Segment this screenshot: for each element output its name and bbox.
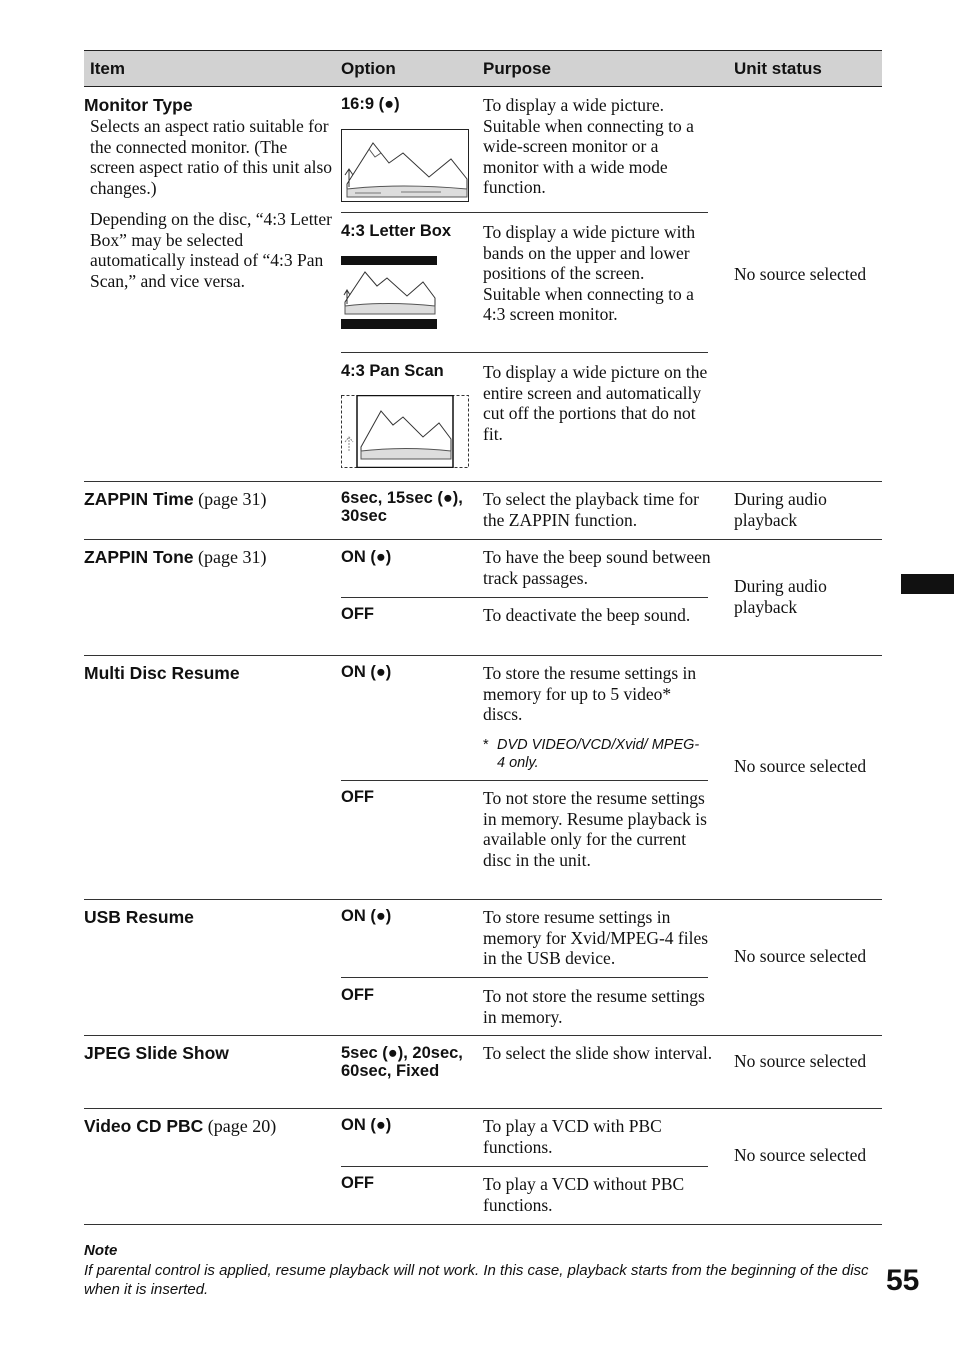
video-cd-off: OFF bbox=[341, 1174, 374, 1192]
jpeg-slide-item: JPEG Slide Show bbox=[84, 1043, 229, 1063]
multi-disc-item: Multi Disc Resume bbox=[84, 663, 240, 683]
row-divider bbox=[341, 1166, 708, 1167]
section-tab-marker bbox=[901, 574, 954, 594]
monitor-type-item: Monitor Type bbox=[84, 95, 193, 115]
option-letter-box: 4:3 Letter Box bbox=[341, 222, 452, 240]
zappin-tone-off: OFF bbox=[341, 605, 374, 623]
usb-resume-status: No source selected bbox=[734, 946, 867, 966]
row-divider bbox=[341, 597, 708, 598]
zappin-time-options: 6sec, 15sec (●), 30sec bbox=[341, 489, 463, 525]
table-header bbox=[84, 50, 882, 87]
zappin-time-status: During audio playback bbox=[734, 489, 827, 530]
purpose-letter-box: To display a wide picture with bands on the upper and lower positions of the screen. Suitable when connecting to a 4:3 screen monitor. bbox=[483, 222, 696, 325]
video-cd-off-purpose: To play a VCD without PBC functions. bbox=[483, 1174, 685, 1215]
row-divider bbox=[341, 780, 708, 781]
section-divider bbox=[84, 1108, 882, 1109]
row-divider bbox=[341, 212, 708, 213]
usb-resume-off: OFF bbox=[341, 986, 374, 1004]
page-number: 55 bbox=[886, 1264, 920, 1297]
section-divider bbox=[84, 899, 882, 900]
multi-disc-on-purpose: To store the resume settings in memory for up to 5 video* discs. bbox=[483, 663, 697, 725]
usb-resume-on: ON (●) bbox=[341, 907, 392, 925]
header-option: Option bbox=[341, 59, 396, 78]
table-bottom-border bbox=[84, 1224, 882, 1225]
zappin-tone-status: During audio playback bbox=[734, 576, 827, 617]
usb-resume-on-purpose: To store resume settings in memory for Xvid/MPEG-4 files in the USB device. bbox=[483, 907, 709, 969]
monitor-type-status: No source selected bbox=[734, 264, 867, 284]
monitor-type-desc: Selects an aspect ratio suitable for the connected monitor. (The screen aspect ratio of this unit also changes.) bbox=[90, 116, 333, 198]
section-divider bbox=[84, 539, 882, 540]
section-divider bbox=[84, 481, 882, 482]
zappin-tone-item: ZAPPIN Tone (page 31) bbox=[84, 547, 267, 567]
option-16-9: 16:9 (●) bbox=[341, 95, 400, 113]
multi-disc-status: No source selected bbox=[734, 756, 867, 776]
header-purpose: Purpose bbox=[483, 59, 552, 78]
note-body: If parental control is applied, resume playback will not work. In this case, playback starts from the beginning of the disc when it is inserted. bbox=[84, 1262, 869, 1298]
landscape-wide-icon bbox=[341, 129, 469, 202]
monitor-type-desc-note: Depending on the disc, “4:3 Letter Box” may be selected automatically instead of “4:3 Pan Scan,” and vice versa. bbox=[90, 209, 333, 291]
video-cd-on: ON (●) bbox=[341, 1116, 392, 1134]
jpeg-slide-status: No source selected bbox=[734, 1051, 867, 1071]
purpose-16-9: To display a wide picture. Suitable when connecting to a wide-screen monitor or a monitor with a wide mode function. bbox=[483, 95, 694, 198]
video-cd-on-purpose: To play a VCD with PBC functions. bbox=[483, 1116, 662, 1157]
video-cd-item: Video CD PBC (page 20) bbox=[84, 1116, 277, 1136]
note-title: Note bbox=[84, 1242, 118, 1259]
multi-disc-off: OFF bbox=[341, 788, 374, 806]
purpose-pan-scan: To display a wide picture on the entire screen and automatically cut off the portions that do not fit. bbox=[483, 362, 708, 444]
zappin-tone-off-purpose: To deactivate the beep sound. bbox=[483, 605, 691, 625]
video-cd-status: No source selected bbox=[734, 1145, 867, 1165]
section-divider bbox=[84, 655, 882, 656]
section-divider bbox=[84, 1035, 882, 1036]
zappin-time-item: ZAPPIN Time (page 31) bbox=[84, 489, 267, 509]
row-divider bbox=[341, 977, 708, 978]
jpeg-slide-options: 5sec (●), 20sec, 60sec, Fixed bbox=[341, 1044, 463, 1080]
header-unit-status: Unit status bbox=[734, 59, 822, 78]
landscape-letterbox-icon bbox=[341, 256, 437, 329]
header-item: Item bbox=[90, 59, 125, 78]
usb-resume-item: USB Resume bbox=[84, 907, 194, 927]
zappin-tone-on: ON (●) bbox=[341, 548, 392, 566]
row-divider bbox=[341, 352, 708, 353]
option-pan-scan: 4:3 Pan Scan bbox=[341, 362, 444, 380]
jpeg-slide-purpose: To select the slide show interval. bbox=[483, 1043, 713, 1063]
multi-disc-off-purpose: To not store the resume settings in memory. Resume playback is available only for the current disc in the unit. bbox=[483, 788, 707, 870]
landscape-panscan-icon bbox=[341, 395, 469, 468]
zappin-tone-on-purpose: To have the beep sound between track passages. bbox=[483, 547, 711, 588]
zappin-time-purpose: To select the playback time for the ZAPPIN function. bbox=[483, 489, 699, 530]
multi-disc-footnote: * DVD VIDEO/VCD/Xvid/ MPEG-4 only. bbox=[483, 737, 700, 771]
usb-resume-off-purpose: To not store the resume settings in memory. bbox=[483, 986, 705, 1027]
multi-disc-on: ON (●) bbox=[341, 663, 392, 681]
